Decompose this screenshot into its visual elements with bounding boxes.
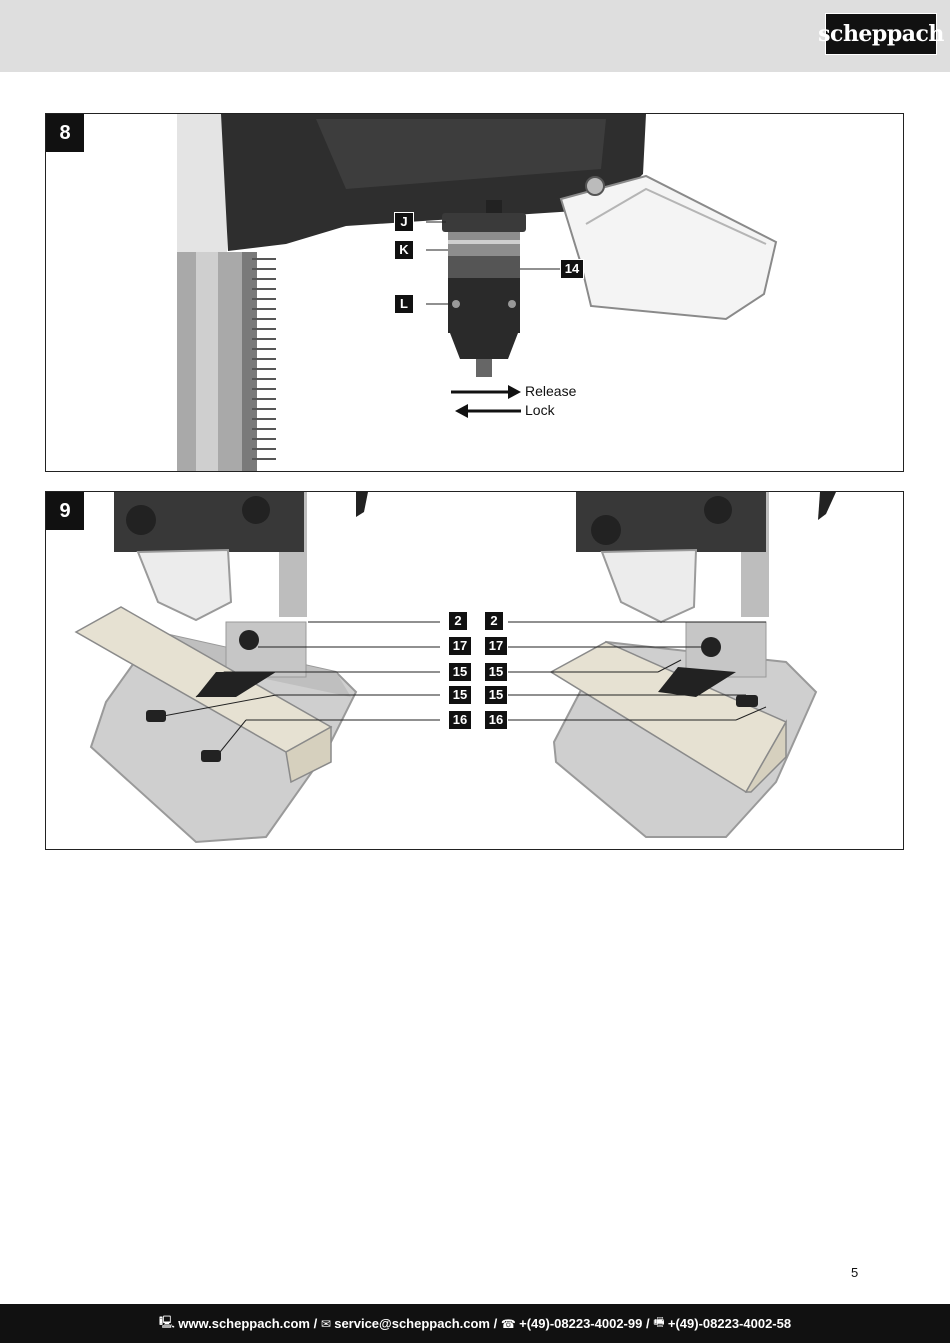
left-machine-drawing (76, 492, 368, 842)
left-label-15-a: 15 (448, 662, 472, 682)
fax-icon: 🖷︎ (653, 1315, 668, 1329)
right-machine-drawing (551, 492, 836, 837)
left-label-2: 2 (448, 611, 468, 631)
release-label: Release (525, 383, 577, 399)
right-label-15-a: 15 (484, 662, 508, 682)
label-l: L (394, 294, 414, 314)
left-label-17: 17 (448, 636, 472, 656)
phone-icon: ☎︎ (500, 1316, 520, 1331)
footer-email-link[interactable]: service@scheppach.com (334, 1316, 490, 1331)
label-j: J (394, 212, 414, 232)
footer-separator: / (642, 1316, 654, 1331)
footer-phone: +(49)-08223-4002-99 (519, 1316, 643, 1331)
left-label-15-b: 15 (448, 685, 472, 705)
label-14: 14 (560, 259, 584, 279)
right-label-17: 17 (484, 636, 508, 656)
page-number: 5 (851, 1265, 859, 1280)
drill-chuck-illustration (46, 114, 904, 472)
figure-number: 8 (46, 114, 84, 152)
footer-separator: / (309, 1316, 321, 1331)
footer-separator: / (489, 1316, 501, 1331)
figure-9 (45, 491, 904, 850)
footer-bar (0, 1304, 950, 1343)
figure-8 (45, 113, 904, 472)
scheppach-logo: scheppach (825, 13, 937, 55)
right-label-16: 16 (484, 710, 508, 730)
figure-number: 9 (46, 492, 84, 530)
lock-label: Lock (525, 402, 555, 418)
right-label-15-b: 15 (484, 685, 508, 705)
left-label-16: 16 (448, 710, 472, 730)
computer-icon: 🖳︎ (158, 1315, 179, 1329)
drill-stand-table-illustration (46, 492, 904, 850)
header-bar (0, 0, 950, 72)
footer-fax: +(49)-08223-4002-58 (667, 1316, 792, 1331)
mail-icon: ✉︎ (320, 1316, 335, 1331)
right-label-2: 2 (484, 611, 504, 631)
label-k: K (394, 240, 414, 260)
footer-website-link[interactable]: www.scheppach.com (178, 1316, 310, 1331)
